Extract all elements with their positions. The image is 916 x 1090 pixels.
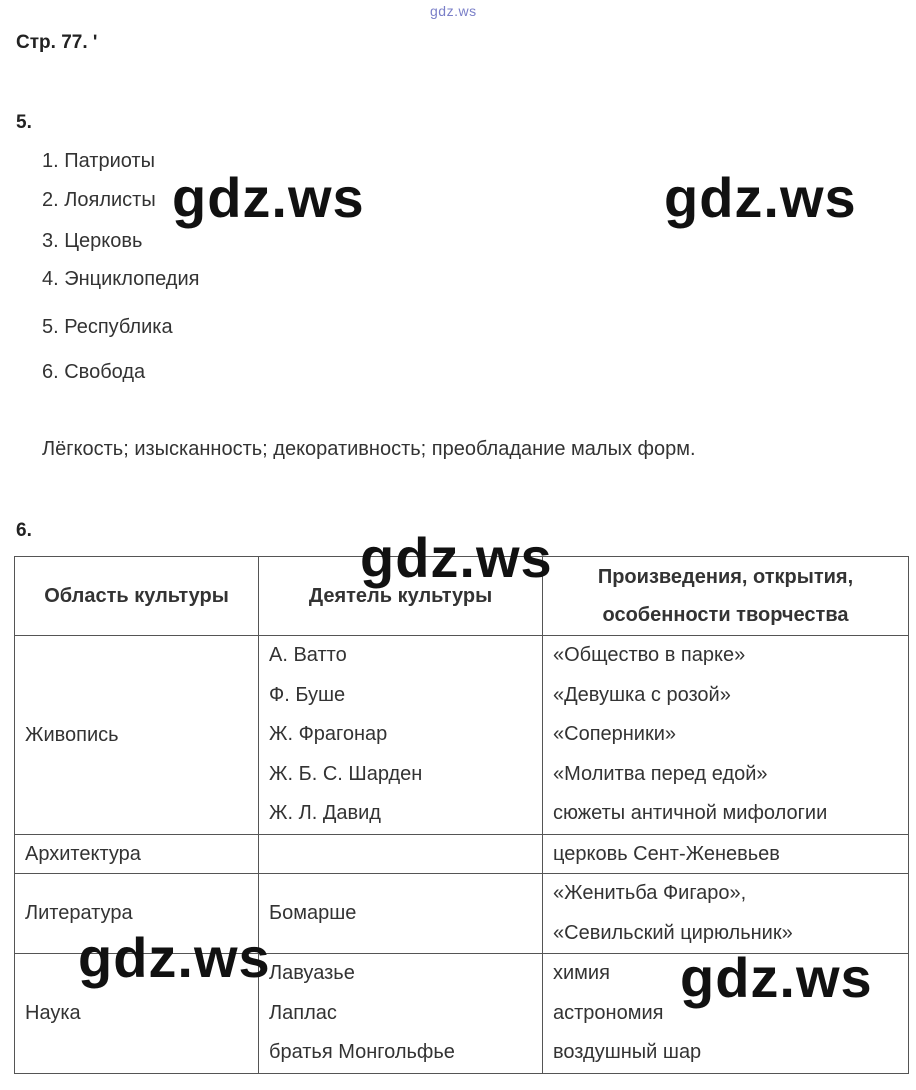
header-area: Область культуры (15, 557, 259, 636)
work: «Соперники» (553, 723, 677, 746)
work: церковь Сент-Женевьев (553, 842, 780, 865)
top-watermark: gdz.ws (430, 3, 477, 19)
header-person: Деятель культуры (259, 557, 543, 636)
work: «Севильский цирюльник» (553, 921, 793, 944)
watermark-3: gdz.ws (360, 526, 553, 589)
task5-number: 5. (16, 112, 32, 133)
page-header: Стр. 77. ʹ (16, 32, 98, 53)
answer-item-2: 2. Лоялисты (42, 189, 156, 211)
table-row (15, 636, 909, 835)
person: братья Монгольфье (269, 1041, 455, 1063)
answer-item-6: 6. Свобода (42, 361, 146, 383)
people-cell (259, 874, 543, 954)
answer-item-3: 3. Церковь (42, 230, 143, 252)
person: Ж. Фрагонар (269, 723, 388, 746)
work: воздушный шар (553, 1041, 702, 1063)
header-works-line-2: особенности творчества (602, 604, 849, 626)
work: сюжеты античной мифологии (553, 802, 828, 825)
task6-number: 6. (16, 520, 32, 541)
works-cell (543, 636, 909, 835)
watermark-5: gdz.ws (680, 946, 873, 1009)
work: «Общество в парке» (553, 644, 746, 667)
people-cell (259, 636, 543, 835)
work: химия (553, 962, 610, 984)
header-works (543, 557, 909, 636)
watermark-2: gdz.ws (664, 166, 857, 229)
person: А. Ватто (269, 644, 347, 667)
rococo-features: Лёгкость; изысканность; декоративность; преобладание малых форм. (42, 438, 696, 460)
work: «Молитва перед едой» (553, 762, 768, 785)
area-cell: Наука (15, 954, 259, 1074)
watermark-1: gdz.ws (172, 166, 365, 229)
work: астрономия (553, 1001, 664, 1024)
works-cell (543, 835, 909, 874)
answer-item-4: 4. Энциклопедия (42, 268, 200, 290)
answer-item-1: 1. Патриоты (42, 150, 155, 172)
watermark-4: gdz.ws (78, 926, 271, 989)
people-cell (259, 835, 543, 874)
person: Лаплас (269, 1001, 337, 1024)
area-cell: Живопись (15, 636, 259, 835)
work: «Женитьба Фигаро», (553, 882, 747, 904)
person: Бомарше (269, 902, 357, 924)
area-cell: Литература (15, 874, 259, 954)
table-row (15, 835, 909, 874)
works-cell (543, 874, 909, 954)
area-cell: Архитектура (15, 835, 259, 874)
person: Ф. Буше (269, 683, 346, 706)
person: Ж. Л. Давид (269, 802, 381, 825)
person: Лавуазье (269, 962, 355, 984)
answer-item-5: 5. Республика (42, 316, 173, 338)
header-works-line-1: Произведения, открытия, (597, 566, 854, 588)
work: «Девушка с розой» (553, 683, 731, 706)
people-cell (259, 954, 543, 1074)
person: Ж. Б. С. Шарден (269, 762, 423, 785)
